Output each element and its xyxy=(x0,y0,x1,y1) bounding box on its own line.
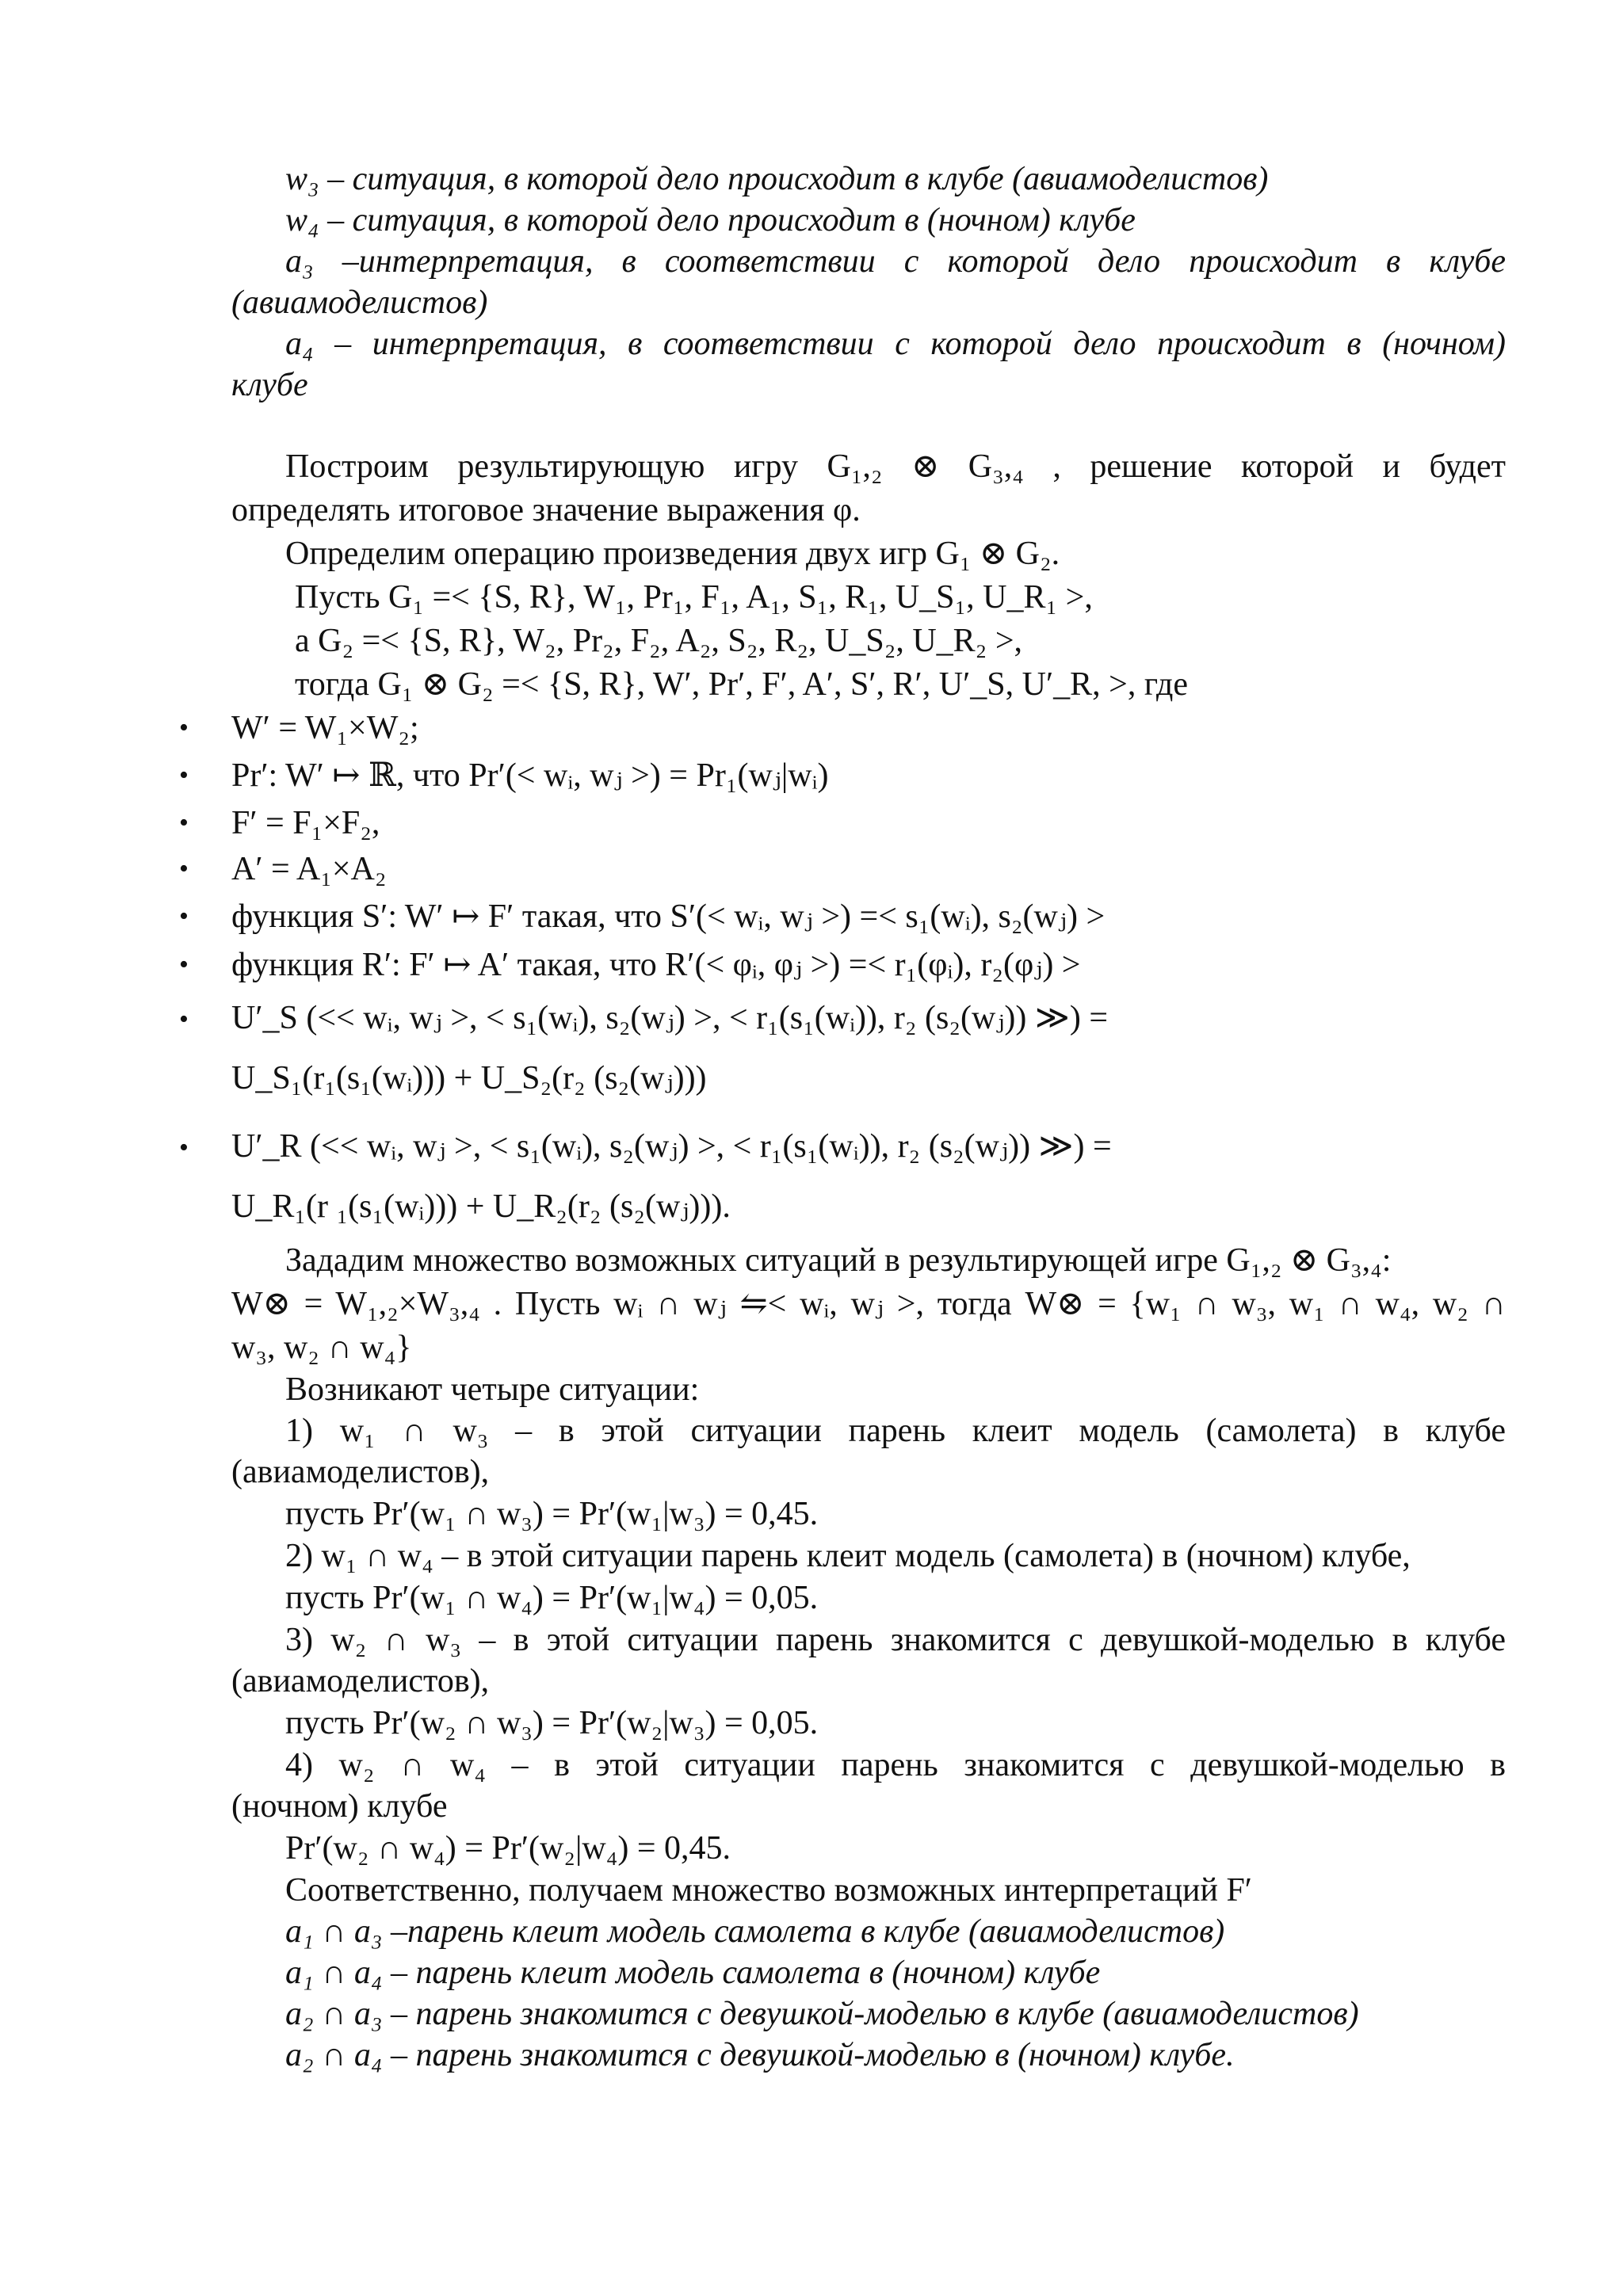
intro-w4: w₄ – ситуация, в которой дело происходит в (ночном) клубе xyxy=(285,202,1136,238)
bullet-marker: • xyxy=(179,713,189,742)
bullet-r-prime: функция R′: F′ ↦ A′ такая, что R′(< φᵢ, φⱼ >) =< r₁(φᵢ), r₂(φⱼ) > xyxy=(231,947,1081,983)
bullet-marker: • xyxy=(179,854,189,883)
situations-set-line1: W⊗ = W₁,₂×W₃,₄ . Пусть wᵢ ∩ wⱼ ⇋< wᵢ, wⱼ >, тогда W⊗ = {w₁ ∩ w₃, w₁ ∩ w₄, w₂ ∩ xyxy=(231,1286,1506,1322)
intro-a4-line1: a₄ – интерпретация, в соответствии с которой дело происходит в (ночном) xyxy=(285,326,1506,362)
interpretation-1: a₁ ∩ a₃ –парень клеит модель самолета в клубе (авиамоделистов) xyxy=(285,1913,1225,1950)
bullet-ur-prime-line1: U′_R (<< wᵢ, wⱼ >, < s₁(wᵢ), s₂(wⱼ) >, < r₁(s₁(wᵢ)), r₂ (s₂(wⱼ)) ≫) = xyxy=(231,1128,1112,1165)
build-paragraph-line2: определять итоговое значение выражения φ. xyxy=(231,492,861,528)
bullet-marker: • xyxy=(179,761,189,790)
interpretation-3: a₂ ∩ a₃ – парень знакомится с девушкой-моделью в клубе (авиамоделистов) xyxy=(285,1996,1359,2032)
situation-1-line2: (авиамоделистов), xyxy=(231,1454,490,1490)
intro-a4-line2: клубе xyxy=(231,367,308,403)
bullet-pr-prime: Pr′: W′ ↦ ℝ, что Pr′(< wᵢ, wⱼ >) = Pr₁(wⱼ|wᵢ) xyxy=(231,757,829,794)
situation-2-probability: пусть Pr′(w₁ ∩ w₄) = Pr′(w₁|w₄) = 0,05. xyxy=(285,1580,819,1616)
bullet-us-prime-line1: U′_S (<< wᵢ, wⱼ >, < s₁(wᵢ), s₂(wⱼ) >, < r₁(s₁(wᵢ)), r₂ (s₂(wⱼ)) ≫) = xyxy=(231,1000,1109,1036)
interpretation-4: a₂ ∩ a₄ – парень знакомится с девушкой-моделью в (ночном) клубе. xyxy=(285,2037,1235,2073)
bullet-a-prime: A′ = A₁×A₂ xyxy=(231,851,387,887)
situation-3-probability: пусть Pr′(w₂ ∩ w₃) = Pr′(w₂|w₃) = 0,05. xyxy=(285,1705,819,1741)
situation-4-probability: Pr′(w₂ ∩ w₄) = Pr′(w₂|w₄) = 0,45. xyxy=(285,1830,731,1867)
bullet-ur-prime-line2: U_R₁(r ₁(s₁(wᵢ))) + U_R₂(r₂ (s₂(wⱼ))). xyxy=(231,1188,731,1225)
build-product-definition: Определим операцию произведения двух игр G₁ ⊗ G₂. xyxy=(285,536,1060,572)
situation-2-line1: 2) w₁ ∩ w₄ – в этой ситуации парень клеит модель (самолета) в (ночном) клубе, xyxy=(285,1538,1411,1574)
situations-intro: Зададим множество возможных ситуаций в результирующей игре G₁,₂ ⊗ G₃,₄: xyxy=(285,1242,1392,1279)
bullet-s-prime: функция S′: W′ ↦ F′ такая, что S′(< wᵢ, wⱼ >) =< s₁(wᵢ), s₂(wⱼ) > xyxy=(231,898,1106,935)
bullet-marker: • xyxy=(179,1005,189,1034)
bullet-f-prime: F′ = F₁×F₂, xyxy=(231,805,380,841)
build-game-product: тогда G₁ ⊗ G₂ =< {S, R}, W′, Pr′, F′, A′, S′, R′, U′_S, U′_R, >, где xyxy=(295,666,1188,703)
situations-set-line2: w₃, w₂ ∩ w₄} xyxy=(231,1329,412,1366)
interpretations-intro: Соответственно, получаем множество возможных интерпретаций F′ xyxy=(285,1872,1252,1909)
situations-count: Возникают четыре ситуации: xyxy=(285,1371,700,1408)
situation-1-probability: пусть Pr′(w₁ ∩ w₃) = Pr′(w₁|w₃) = 0,45. xyxy=(285,1496,819,1532)
build-game-g1: Пусть G₁ =< {S, R}, W₁, Pr₁, F₁, A₁, S₁, R₁, U_S₁, U_R₁ >, xyxy=(295,579,1093,616)
intro-a3-line2: (авиамоделистов) xyxy=(231,284,488,321)
interpretation-2: a₁ ∩ a₄ – парень клеит модель самолета в (ночном) клубе xyxy=(285,1955,1101,1991)
situation-1-line1: 1) w₁ ∩ w₃ – в этой ситуации парень клеит модель (самолета) в клубе xyxy=(285,1413,1506,1449)
situation-3-line2: (авиамоделистов), xyxy=(231,1663,490,1699)
bullet-marker: • xyxy=(179,950,189,979)
bullet-marker: • xyxy=(179,902,189,931)
situation-4-line2: (ночном) клубе xyxy=(231,1788,448,1825)
situation-3-line1: 3) w₂ ∩ w₃ – в этой ситуации парень знакомится с девушкой-моделью в клубе xyxy=(285,1622,1506,1658)
situation-4-line1: 4) w₂ ∩ w₄ – в этой ситуации парень знакомится с девушкой-моделью в xyxy=(285,1747,1506,1783)
bullet-marker: • xyxy=(179,1133,189,1162)
bullet-marker: • xyxy=(179,808,189,837)
intro-w3: w₃ – ситуация, в которой дело происходит в клубе (авиамоделистов) xyxy=(285,161,1269,197)
bullet-us-prime-line2: U_S₁(r₁(s₁(wᵢ))) + U_S₂(r₂ (s₂(wⱼ))) xyxy=(231,1060,707,1097)
bullet-w-prime: W′ = W₁×W₂; xyxy=(231,710,419,746)
build-paragraph-line1: Построим результирующую игру G₁,₂ ⊗ G₃,₄ , решение которой и будет xyxy=(285,448,1506,485)
build-game-g2: а G₂ =< {S, R}, W₂, Pr₂, F₂, A₂, S₂, R₂, U_S₂, U_R₂ >, xyxy=(295,623,1023,659)
intro-a3-line1: a₃ –интерпретация, в соответствии с которой дело происходит в клубе xyxy=(285,243,1506,280)
